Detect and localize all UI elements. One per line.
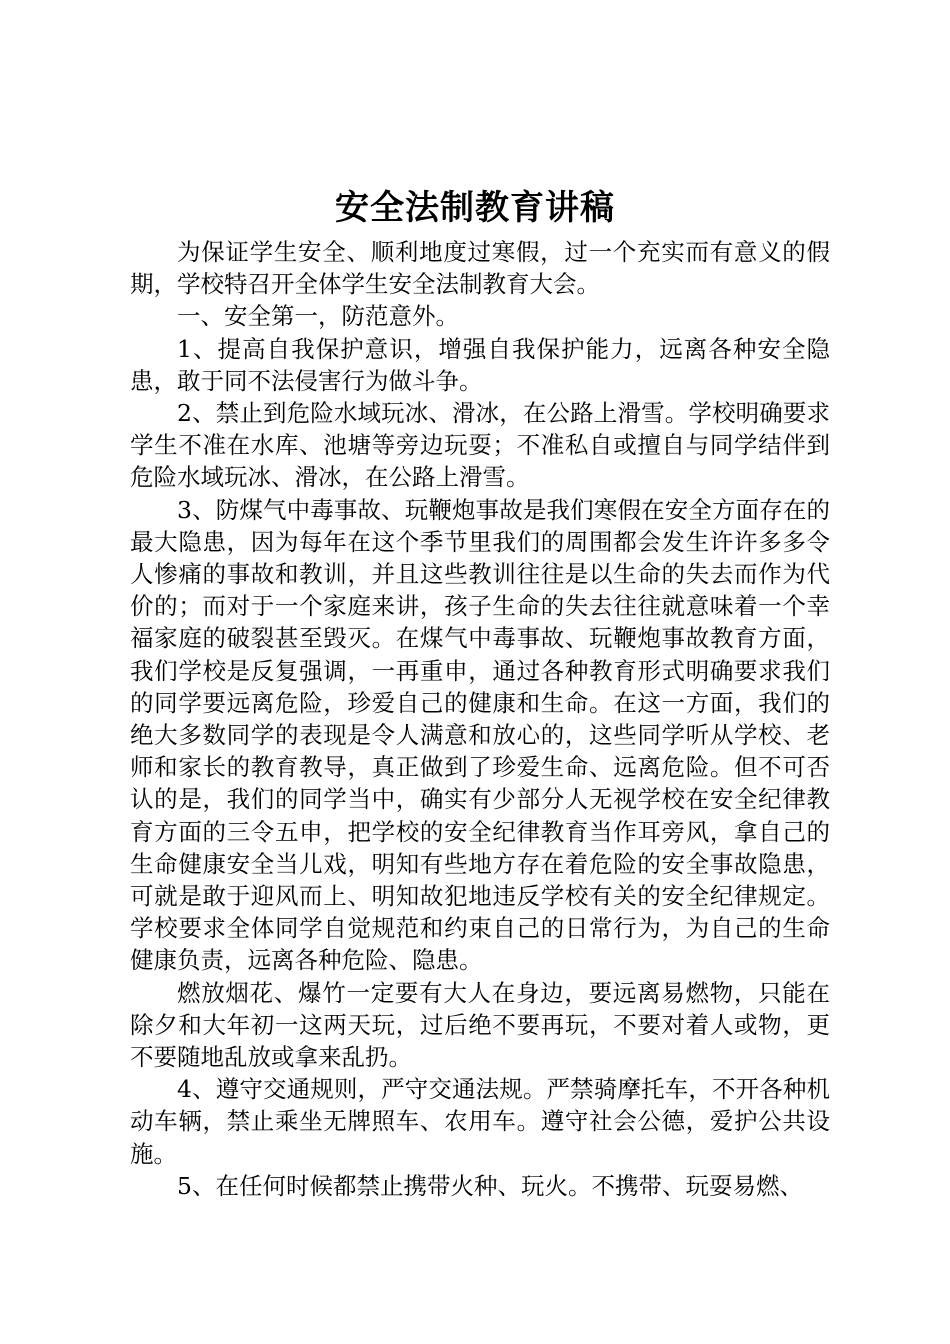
paragraph-item-3: 3、防煤气中毒事故、玩鞭炮事故是我们寒假在安全方面存在的最大隐患，因为每年在这个季节里我们的周围都会发生许许多多令人惨痛的事故和教训，并且这些教训往往是以生命的失去而作为代价的；而对于一个家庭来讲，孩子生命的失去往往就意味着一个幸福家庭的破裂甚至毁灭。在煤气中毒事故、玩鞭炮事故教育方面，我们学校是反复强调，一再重申，通过各种教育形式明确要求我们的同学要远离危险，珍爱自己的健康和生命。在这一方面，我们的绝大多数同学的表现是令人满意和放心的，这些同学听从学校、老师和家长的教育教导，真正做到了珍爱生命、远离危险。但不可否认的是，我们的同学当中，确实有少部分人无视学校在安全纪律教育方面的三令五申，把学校的安全纪律教育当作耳旁风，拿自己的生命健康安全当儿戏，明知有些地方存在着危险的安全事故隐患，可就是敢于迎风而上、明知故犯地违反学校有关的安全纪律规定。学校要求全体同学自觉规范和约束自己的日常行为，为自己的生命健康负责，远离各种危险、隐患。: [130, 495, 830, 975]
document-body: [130, 236, 830, 1202]
paragraph-fireworks: 燃放烟花、爆竹一定要有大人在身边，要远离易燃物，只能在除夕和大年初一这两天玩，过后绝不要再玩，不要对着人或物，更不要随地乱放或拿来乱扔。: [130, 978, 830, 1072]
paragraph-item-1: 1、提高自我保护意识，增强自我保护能力，远离各种安全隐患，敢于同不法侵害行为做斗争。: [130, 334, 830, 395]
paragraph-item-5: 5、在任何时候都禁止携带火种、玩火。不携带、玩耍易燃、: [177, 1171, 803, 1200]
paragraph-item-2: 2、禁止到危险水域玩冰、滑冰，在公路上滑雪。学校明确要求学生不准在水库、池塘等旁边玩耍；不准私自或擅自与同学结伴到危险水域玩冰、滑冰，在公路上滑雪。: [130, 399, 830, 492]
paragraph-item-4: 4、遵守交通规则，严守交通法规。严禁骑摩托车，不开各种机动车辆，禁止乘坐无牌照车、农用车。遵守社会公德，爱护公共设施。: [130, 1075, 830, 1168]
paragraph-section-heading: 一、安全第一，防范意外。: [177, 302, 459, 331]
document-title: 安全法制教育讲稿: [335, 188, 615, 228]
paragraph-intro: 为保证学生安全、顺利地度过寒假，过一个充实而有意义的假期，学校特召开全体学生安全法制教育大会。: [130, 238, 830, 299]
